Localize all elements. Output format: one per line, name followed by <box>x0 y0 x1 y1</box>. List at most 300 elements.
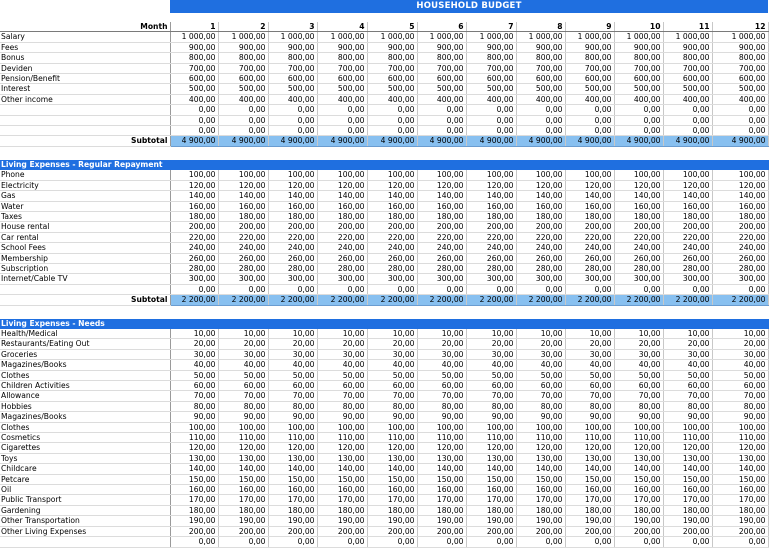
income-cell[interactable]: 0,00 <box>268 105 317 115</box>
needs-cell[interactable]: 50,00 <box>417 370 466 380</box>
regular-cell[interactable]: 200,00 <box>712 222 768 232</box>
needs-cell[interactable]: 90,00 <box>218 412 268 422</box>
regular-cell[interactable]: 0,00 <box>466 284 516 294</box>
needs-cell[interactable]: 60,00 <box>367 381 417 391</box>
needs-cell[interactable]: 100,00 <box>712 422 768 432</box>
needs-cell[interactable]: 90,00 <box>417 412 466 422</box>
needs-cell[interactable]: 120,00 <box>614 443 663 453</box>
needs-cell[interactable]: 120,00 <box>565 443 614 453</box>
regular-cell[interactable]: 220,00 <box>367 232 417 242</box>
income-cell[interactable]: 500,00 <box>170 84 218 94</box>
income-cell[interactable]: 700,00 <box>170 63 218 73</box>
needs-cell[interactable]: 20,00 <box>565 339 614 349</box>
regular-cell[interactable]: 140,00 <box>614 191 663 201</box>
needs-cell[interactable]: 100,00 <box>367 422 417 432</box>
needs-cell[interactable]: 90,00 <box>663 412 712 422</box>
income-cell[interactable]: 0,00 <box>663 126 712 136</box>
income-cell[interactable]: 900,00 <box>663 42 712 52</box>
needs-cell[interactable]: 200,00 <box>417 526 466 536</box>
needs-cell[interactable]: 20,00 <box>367 339 417 349</box>
income-cell[interactable]: 400,00 <box>565 94 614 104</box>
regular-cell[interactable]: 0,00 <box>317 284 367 294</box>
regular-row-label[interactable]: Electricity <box>0 180 170 190</box>
income-cell[interactable]: 700,00 <box>614 63 663 73</box>
regular-cell[interactable]: 100,00 <box>367 170 417 180</box>
needs-cell[interactable]: 130,00 <box>417 453 466 463</box>
needs-cell[interactable]: 50,00 <box>712 370 768 380</box>
needs-cell[interactable]: 60,00 <box>663 381 712 391</box>
regular-cell[interactable]: 240,00 <box>466 243 516 253</box>
regular-cell[interactable]: 280,00 <box>565 263 614 273</box>
regular-cell[interactable]: 0,00 <box>170 284 218 294</box>
income-cell[interactable]: 700,00 <box>663 63 712 73</box>
regular-cell[interactable]: 300,00 <box>170 274 218 284</box>
regular-cell[interactable]: 100,00 <box>218 170 268 180</box>
needs-cell[interactable]: 20,00 <box>466 339 516 349</box>
regular-cell[interactable]: 240,00 <box>417 243 466 253</box>
needs-cell[interactable]: 80,00 <box>367 401 417 411</box>
income-cell[interactable]: 900,00 <box>317 42 367 52</box>
needs-cell[interactable]: 200,00 <box>516 526 565 536</box>
needs-cell[interactable]: 140,00 <box>466 464 516 474</box>
needs-cell[interactable]: 180,00 <box>268 505 317 515</box>
income-cell[interactable]: 900,00 <box>466 42 516 52</box>
needs-cell[interactable]: 120,00 <box>268 443 317 453</box>
needs-cell[interactable]: 60,00 <box>712 381 768 391</box>
income-cell[interactable]: 1 000,00 <box>170 32 218 42</box>
needs-cell[interactable]: 140,00 <box>663 464 712 474</box>
regular-cell[interactable]: 100,00 <box>268 170 317 180</box>
needs-cell[interactable]: 70,00 <box>614 391 663 401</box>
regular-cell[interactable]: 160,00 <box>516 201 565 211</box>
needs-cell[interactable]: 40,00 <box>367 360 417 370</box>
regular-cell[interactable]: 0,00 <box>268 284 317 294</box>
regular-cell[interactable]: 300,00 <box>317 274 367 284</box>
needs-cell[interactable]: 100,00 <box>218 422 268 432</box>
income-cell[interactable]: 0,00 <box>268 126 317 136</box>
income-cell[interactable]: 500,00 <box>268 84 317 94</box>
regular-cell[interactable]: 300,00 <box>614 274 663 284</box>
needs-row-label[interactable]: Magazines/Books <box>0 412 170 422</box>
needs-cell[interactable]: 140,00 <box>614 464 663 474</box>
regular-cell[interactable]: 240,00 <box>218 243 268 253</box>
regular-row-label[interactable]: Car rental <box>0 232 170 242</box>
regular-cell[interactable]: 220,00 <box>268 232 317 242</box>
needs-cell[interactable]: 160,00 <box>663 485 712 495</box>
income-cell[interactable]: 400,00 <box>663 94 712 104</box>
income-cell[interactable]: 800,00 <box>218 53 268 63</box>
income-cell[interactable]: 700,00 <box>317 63 367 73</box>
income-cell[interactable]: 0,00 <box>712 126 768 136</box>
income-cell[interactable]: 600,00 <box>170 74 218 84</box>
regular-cell[interactable]: 280,00 <box>614 263 663 273</box>
needs-cell[interactable]: 180,00 <box>516 505 565 515</box>
needs-cell[interactable]: 90,00 <box>268 412 317 422</box>
needs-cell[interactable]: 150,00 <box>516 474 565 484</box>
regular-cell[interactable]: 180,00 <box>367 211 417 221</box>
regular-row-label[interactable]: Subscription <box>0 263 170 273</box>
income-cell[interactable]: 0,00 <box>614 115 663 125</box>
needs-cell[interactable]: 190,00 <box>614 516 663 526</box>
regular-cell[interactable]: 200,00 <box>466 222 516 232</box>
needs-row-label[interactable]: Gardening <box>0 505 170 515</box>
needs-cell[interactable]: 150,00 <box>268 474 317 484</box>
income-cell[interactable]: 1 000,00 <box>317 32 367 42</box>
regular-cell[interactable]: 160,00 <box>712 201 768 211</box>
needs-row-label[interactable]: Restaurants/Eating Out <box>0 339 170 349</box>
regular-cell[interactable]: 180,00 <box>565 211 614 221</box>
income-cell[interactable]: 400,00 <box>317 94 367 104</box>
regular-cell[interactable]: 220,00 <box>712 232 768 242</box>
needs-cell[interactable]: 180,00 <box>614 505 663 515</box>
regular-cell[interactable]: 120,00 <box>268 180 317 190</box>
income-cell[interactable]: 900,00 <box>712 42 768 52</box>
income-cell[interactable]: 900,00 <box>218 42 268 52</box>
regular-cell[interactable]: 140,00 <box>712 191 768 201</box>
needs-cell[interactable]: 110,00 <box>516 433 565 443</box>
needs-cell[interactable]: 100,00 <box>317 422 367 432</box>
regular-cell[interactable]: 280,00 <box>466 263 516 273</box>
regular-cell[interactable]: 100,00 <box>663 170 712 180</box>
regular-cell[interactable]: 260,00 <box>516 253 565 263</box>
regular-cell[interactable]: 260,00 <box>367 253 417 263</box>
regular-cell[interactable]: 0,00 <box>218 284 268 294</box>
regular-cell[interactable]: 160,00 <box>466 201 516 211</box>
needs-cell[interactable]: 180,00 <box>367 505 417 515</box>
needs-cell[interactable]: 60,00 <box>317 381 367 391</box>
income-cell[interactable]: 400,00 <box>218 94 268 104</box>
needs-cell[interactable]: 190,00 <box>218 516 268 526</box>
regular-row-label[interactable]: Membership <box>0 253 170 263</box>
needs-cell[interactable]: 20,00 <box>417 339 466 349</box>
needs-cell[interactable]: 40,00 <box>317 360 367 370</box>
income-row-label[interactable] <box>0 126 170 136</box>
income-row-label[interactable]: Salary <box>0 32 170 42</box>
needs-cell[interactable]: 70,00 <box>565 391 614 401</box>
needs-cell[interactable]: 170,00 <box>367 495 417 505</box>
needs-row-label[interactable]: Childcare <box>0 464 170 474</box>
needs-cell[interactable]: 30,00 <box>466 349 516 359</box>
income-cell[interactable]: 500,00 <box>516 84 565 94</box>
needs-cell[interactable]: 40,00 <box>565 360 614 370</box>
income-cell[interactable]: 600,00 <box>712 74 768 84</box>
regular-cell[interactable]: 260,00 <box>170 253 218 263</box>
regular-cell[interactable]: 280,00 <box>417 263 466 273</box>
needs-cell[interactable]: 120,00 <box>663 443 712 453</box>
needs-cell[interactable]: 0,00 <box>317 537 367 547</box>
income-row-label[interactable]: Bonus <box>0 53 170 63</box>
regular-cell[interactable]: 260,00 <box>466 253 516 263</box>
needs-cell[interactable]: 120,00 <box>367 443 417 453</box>
needs-cell[interactable]: 160,00 <box>268 485 317 495</box>
regular-cell[interactable]: 300,00 <box>565 274 614 284</box>
needs-cell[interactable]: 90,00 <box>565 412 614 422</box>
needs-cell[interactable]: 190,00 <box>170 516 218 526</box>
needs-cell[interactable]: 60,00 <box>614 381 663 391</box>
income-cell[interactable]: 800,00 <box>516 53 565 63</box>
income-cell[interactable]: 800,00 <box>317 53 367 63</box>
income-cell[interactable]: 400,00 <box>516 94 565 104</box>
income-cell[interactable]: 900,00 <box>516 42 565 52</box>
regular-cell[interactable]: 160,00 <box>565 201 614 211</box>
income-cell[interactable]: 0,00 <box>218 126 268 136</box>
income-cell[interactable]: 500,00 <box>317 84 367 94</box>
needs-cell[interactable]: 150,00 <box>417 474 466 484</box>
income-cell[interactable]: 0,00 <box>565 126 614 136</box>
needs-cell[interactable]: 90,00 <box>367 412 417 422</box>
needs-cell[interactable]: 30,00 <box>565 349 614 359</box>
needs-cell[interactable]: 60,00 <box>516 381 565 391</box>
needs-cell[interactable]: 120,00 <box>417 443 466 453</box>
regular-cell[interactable]: 280,00 <box>516 263 565 273</box>
needs-cell[interactable]: 80,00 <box>516 401 565 411</box>
needs-row-label[interactable]: Cosmetics <box>0 433 170 443</box>
needs-cell[interactable]: 70,00 <box>367 391 417 401</box>
income-cell[interactable]: 600,00 <box>565 74 614 84</box>
regular-cell[interactable]: 220,00 <box>663 232 712 242</box>
income-cell[interactable]: 0,00 <box>367 105 417 115</box>
income-cell[interactable]: 800,00 <box>367 53 417 63</box>
income-cell[interactable]: 1 000,00 <box>218 32 268 42</box>
regular-cell[interactable]: 140,00 <box>268 191 317 201</box>
income-cell[interactable]: 900,00 <box>367 42 417 52</box>
needs-cell[interactable]: 10,00 <box>712 328 768 338</box>
income-cell[interactable]: 600,00 <box>367 74 417 84</box>
needs-cell[interactable]: 190,00 <box>417 516 466 526</box>
income-cell[interactable]: 0,00 <box>565 115 614 125</box>
needs-cell[interactable]: 40,00 <box>417 360 466 370</box>
regular-cell[interactable]: 100,00 <box>317 170 367 180</box>
needs-cell[interactable]: 70,00 <box>268 391 317 401</box>
needs-cell[interactable]: 30,00 <box>417 349 466 359</box>
income-cell[interactable]: 800,00 <box>663 53 712 63</box>
needs-cell[interactable]: 100,00 <box>565 422 614 432</box>
regular-cell[interactable]: 180,00 <box>218 211 268 221</box>
needs-cell[interactable]: 20,00 <box>268 339 317 349</box>
needs-cell[interactable]: 50,00 <box>268 370 317 380</box>
income-cell[interactable]: 700,00 <box>218 63 268 73</box>
needs-cell[interactable]: 0,00 <box>417 537 466 547</box>
needs-cell[interactable]: 200,00 <box>317 526 367 536</box>
needs-cell[interactable]: 110,00 <box>317 433 367 443</box>
regular-cell[interactable]: 100,00 <box>466 170 516 180</box>
needs-row-label[interactable]: Allowance <box>0 391 170 401</box>
needs-cell[interactable]: 170,00 <box>317 495 367 505</box>
regular-cell[interactable]: 240,00 <box>712 243 768 253</box>
needs-cell[interactable]: 120,00 <box>317 443 367 453</box>
needs-cell[interactable]: 40,00 <box>516 360 565 370</box>
regular-cell[interactable]: 240,00 <box>614 243 663 253</box>
needs-cell[interactable]: 170,00 <box>565 495 614 505</box>
needs-cell[interactable]: 140,00 <box>417 464 466 474</box>
regular-cell[interactable]: 200,00 <box>268 222 317 232</box>
regular-cell[interactable]: 280,00 <box>712 263 768 273</box>
income-row-label[interactable]: Fees <box>0 42 170 52</box>
regular-cell[interactable]: 260,00 <box>218 253 268 263</box>
needs-cell[interactable]: 70,00 <box>218 391 268 401</box>
needs-cell[interactable]: 140,00 <box>516 464 565 474</box>
income-cell[interactable]: 1 000,00 <box>268 32 317 42</box>
regular-cell[interactable]: 0,00 <box>417 284 466 294</box>
regular-cell[interactable]: 160,00 <box>367 201 417 211</box>
income-cell[interactable]: 0,00 <box>712 105 768 115</box>
needs-cell[interactable]: 20,00 <box>614 339 663 349</box>
needs-cell[interactable]: 90,00 <box>516 412 565 422</box>
needs-cell[interactable]: 200,00 <box>663 526 712 536</box>
needs-cell[interactable]: 60,00 <box>218 381 268 391</box>
income-cell[interactable]: 1 000,00 <box>614 32 663 42</box>
regular-cell[interactable]: 200,00 <box>516 222 565 232</box>
needs-cell[interactable]: 120,00 <box>516 443 565 453</box>
income-cell[interactable]: 500,00 <box>466 84 516 94</box>
needs-cell[interactable]: 180,00 <box>317 505 367 515</box>
needs-cell[interactable]: 60,00 <box>417 381 466 391</box>
needs-row-label[interactable] <box>0 537 170 547</box>
income-cell[interactable]: 700,00 <box>417 63 466 73</box>
needs-cell[interactable]: 130,00 <box>170 453 218 463</box>
needs-cell[interactable]: 30,00 <box>268 349 317 359</box>
regular-cell[interactable]: 160,00 <box>218 201 268 211</box>
regular-cell[interactable]: 200,00 <box>218 222 268 232</box>
needs-cell[interactable]: 30,00 <box>712 349 768 359</box>
needs-row-label[interactable]: Health/Medical <box>0 328 170 338</box>
regular-cell[interactable]: 160,00 <box>614 201 663 211</box>
income-cell[interactable]: 900,00 <box>565 42 614 52</box>
regular-cell[interactable]: 120,00 <box>516 180 565 190</box>
needs-cell[interactable]: 150,00 <box>170 474 218 484</box>
income-cell[interactable]: 600,00 <box>417 74 466 84</box>
needs-cell[interactable]: 70,00 <box>712 391 768 401</box>
income-cell[interactable]: 700,00 <box>466 63 516 73</box>
income-cell[interactable]: 400,00 <box>268 94 317 104</box>
needs-cell[interactable]: 20,00 <box>170 339 218 349</box>
income-cell[interactable]: 0,00 <box>218 115 268 125</box>
regular-cell[interactable]: 300,00 <box>712 274 768 284</box>
regular-cell[interactable]: 240,00 <box>663 243 712 253</box>
needs-cell[interactable]: 130,00 <box>367 453 417 463</box>
needs-cell[interactable]: 180,00 <box>712 505 768 515</box>
regular-cell[interactable]: 220,00 <box>516 232 565 242</box>
needs-cell[interactable]: 120,00 <box>218 443 268 453</box>
regular-cell[interactable]: 140,00 <box>516 191 565 201</box>
needs-cell[interactable]: 110,00 <box>417 433 466 443</box>
needs-cell[interactable]: 160,00 <box>516 485 565 495</box>
regular-row-label[interactable]: Taxes <box>0 211 170 221</box>
needs-cell[interactable]: 160,00 <box>317 485 367 495</box>
regular-cell[interactable]: 0,00 <box>712 284 768 294</box>
needs-cell[interactable]: 150,00 <box>663 474 712 484</box>
regular-cell[interactable]: 220,00 <box>466 232 516 242</box>
regular-cell[interactable]: 180,00 <box>317 211 367 221</box>
needs-cell[interactable]: 170,00 <box>218 495 268 505</box>
needs-cell[interactable]: 20,00 <box>516 339 565 349</box>
income-cell[interactable]: 500,00 <box>614 84 663 94</box>
needs-cell[interactable]: 30,00 <box>663 349 712 359</box>
needs-cell[interactable]: 160,00 <box>417 485 466 495</box>
income-cell[interactable]: 400,00 <box>367 94 417 104</box>
income-cell[interactable]: 400,00 <box>614 94 663 104</box>
income-cell[interactable]: 900,00 <box>170 42 218 52</box>
regular-cell[interactable]: 200,00 <box>614 222 663 232</box>
needs-cell[interactable]: 80,00 <box>218 401 268 411</box>
income-cell[interactable]: 0,00 <box>663 115 712 125</box>
regular-cell[interactable]: 220,00 <box>614 232 663 242</box>
regular-cell[interactable]: 180,00 <box>268 211 317 221</box>
regular-cell[interactable]: 180,00 <box>417 211 466 221</box>
regular-row-label[interactable] <box>0 284 170 294</box>
regular-cell[interactable]: 140,00 <box>317 191 367 201</box>
needs-cell[interactable]: 200,00 <box>712 526 768 536</box>
needs-cell[interactable]: 30,00 <box>317 349 367 359</box>
needs-cell[interactable]: 0,00 <box>516 537 565 547</box>
needs-cell[interactable]: 80,00 <box>565 401 614 411</box>
income-cell[interactable]: 0,00 <box>367 115 417 125</box>
needs-cell[interactable]: 70,00 <box>516 391 565 401</box>
needs-cell[interactable]: 100,00 <box>268 422 317 432</box>
income-cell[interactable]: 800,00 <box>565 53 614 63</box>
needs-cell[interactable]: 170,00 <box>516 495 565 505</box>
regular-cell[interactable]: 160,00 <box>268 201 317 211</box>
regular-cell[interactable]: 280,00 <box>317 263 367 273</box>
income-cell[interactable]: 500,00 <box>663 84 712 94</box>
regular-cell[interactable]: 140,00 <box>417 191 466 201</box>
needs-row-label[interactable]: Oil <box>0 485 170 495</box>
income-cell[interactable]: 400,00 <box>466 94 516 104</box>
needs-cell[interactable]: 100,00 <box>417 422 466 432</box>
regular-cell[interactable]: 260,00 <box>417 253 466 263</box>
needs-cell[interactable]: 50,00 <box>663 370 712 380</box>
needs-cell[interactable]: 80,00 <box>614 401 663 411</box>
regular-cell[interactable]: 280,00 <box>367 263 417 273</box>
needs-cell[interactable]: 170,00 <box>170 495 218 505</box>
needs-cell[interactable]: 160,00 <box>466 485 516 495</box>
income-cell[interactable]: 800,00 <box>268 53 317 63</box>
needs-cell[interactable]: 10,00 <box>170 328 218 338</box>
regular-cell[interactable]: 240,00 <box>317 243 367 253</box>
regular-cell[interactable]: 120,00 <box>417 180 466 190</box>
needs-cell[interactable]: 60,00 <box>170 381 218 391</box>
income-cell[interactable]: 0,00 <box>367 126 417 136</box>
needs-cell[interactable]: 180,00 <box>565 505 614 515</box>
needs-cell[interactable]: 100,00 <box>516 422 565 432</box>
needs-cell[interactable]: 140,00 <box>317 464 367 474</box>
needs-cell[interactable]: 0,00 <box>367 537 417 547</box>
regular-cell[interactable]: 140,00 <box>218 191 268 201</box>
income-cell[interactable]: 0,00 <box>516 105 565 115</box>
income-cell[interactable]: 0,00 <box>466 115 516 125</box>
needs-cell[interactable]: 160,00 <box>565 485 614 495</box>
needs-cell[interactable]: 0,00 <box>268 537 317 547</box>
income-cell[interactable]: 600,00 <box>218 74 268 84</box>
income-cell[interactable]: 600,00 <box>268 74 317 84</box>
needs-cell[interactable]: 200,00 <box>367 526 417 536</box>
regular-cell[interactable]: 120,00 <box>712 180 768 190</box>
needs-cell[interactable]: 130,00 <box>516 453 565 463</box>
needs-cell[interactable]: 80,00 <box>170 401 218 411</box>
regular-cell[interactable]: 160,00 <box>170 201 218 211</box>
regular-cell[interactable]: 100,00 <box>614 170 663 180</box>
needs-cell[interactable]: 120,00 <box>466 443 516 453</box>
income-cell[interactable]: 0,00 <box>170 115 218 125</box>
income-cell[interactable]: 1 000,00 <box>417 32 466 42</box>
regular-cell[interactable]: 140,00 <box>663 191 712 201</box>
regular-cell[interactable]: 200,00 <box>317 222 367 232</box>
income-cell[interactable]: 700,00 <box>367 63 417 73</box>
needs-cell[interactable]: 0,00 <box>565 537 614 547</box>
needs-cell[interactable]: 190,00 <box>663 516 712 526</box>
income-row-label[interactable] <box>0 105 170 115</box>
needs-cell[interactable]: 130,00 <box>317 453 367 463</box>
